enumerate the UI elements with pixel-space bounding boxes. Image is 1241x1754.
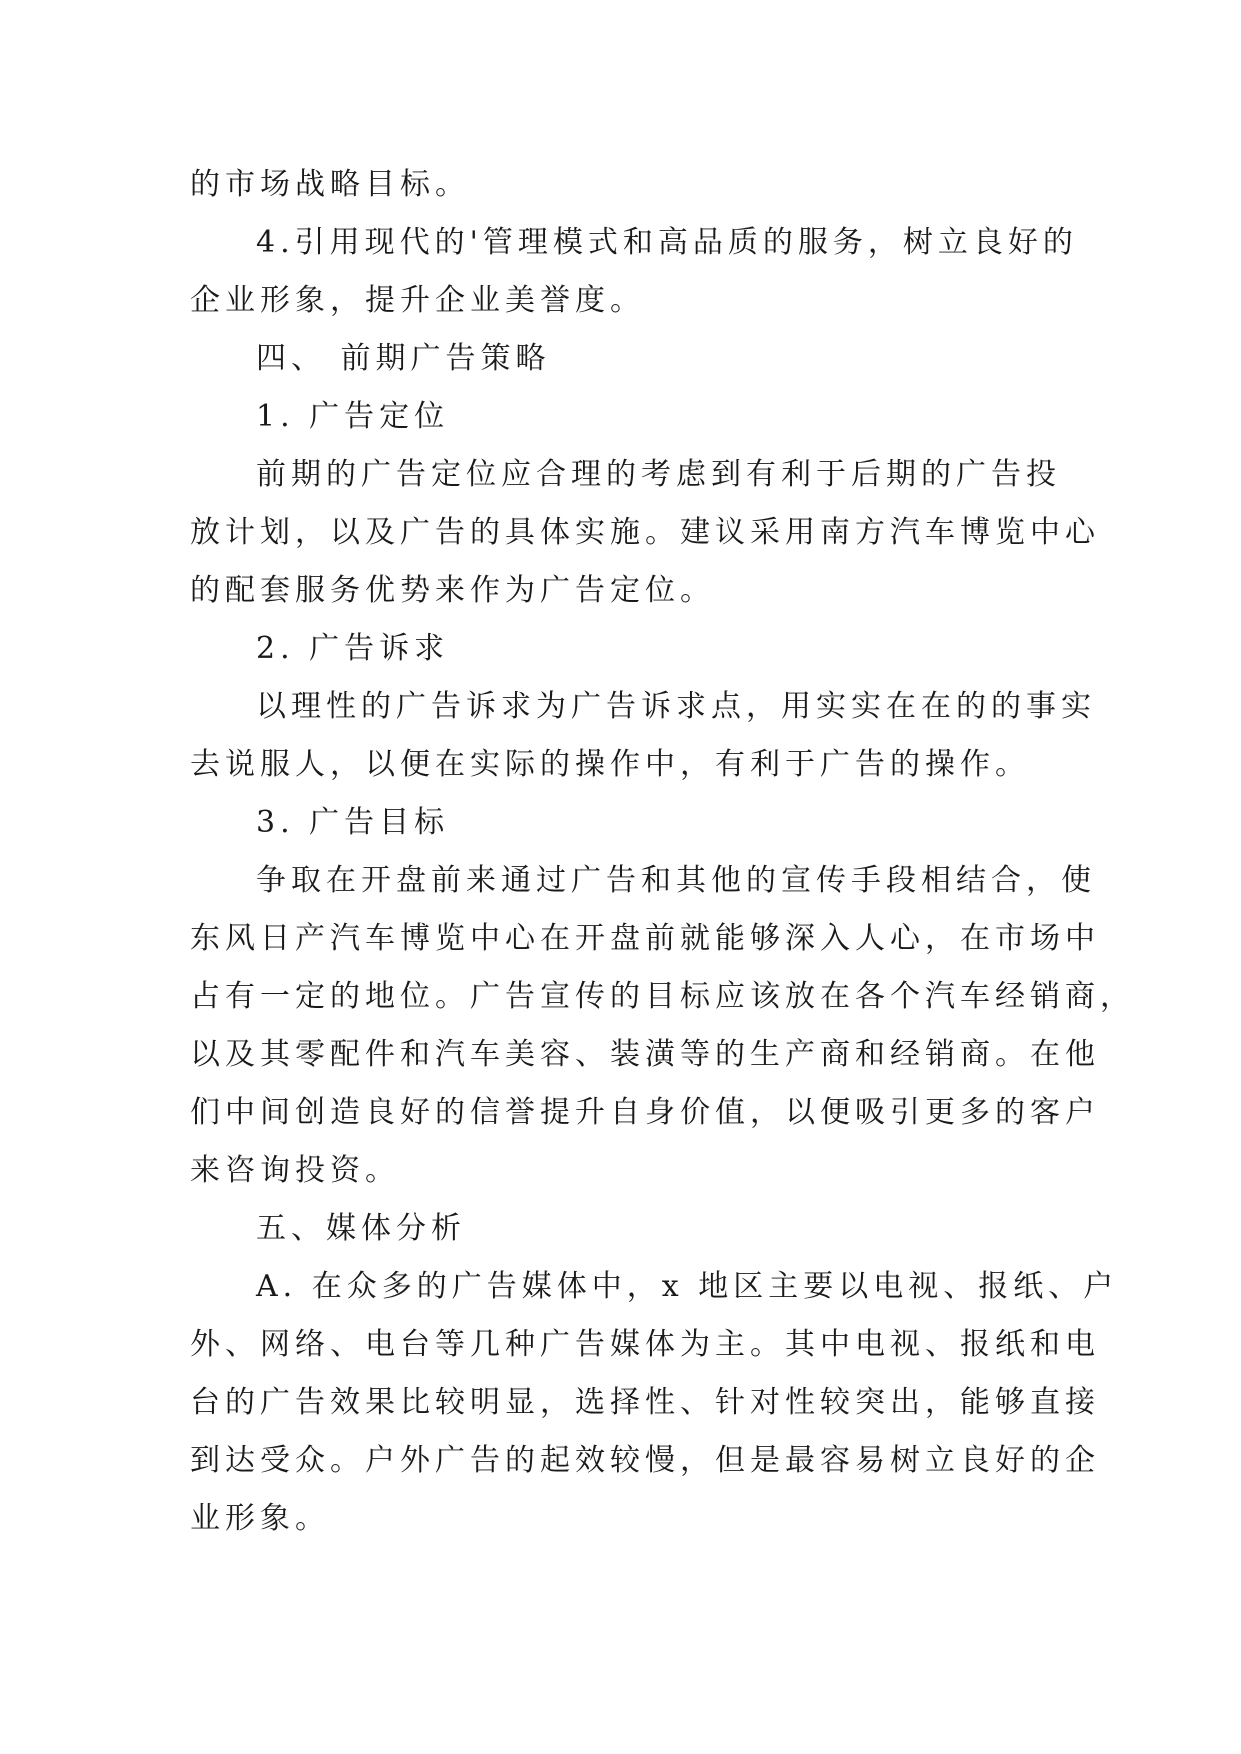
text-line: 以及其零配件和汽车美容、装潢等的生产商和经销商。在他 — [190, 1037, 1100, 1072]
text-line: A. 在众多的广告媒体中，x 地区主要以电视、报纸、户 — [256, 1269, 1119, 1304]
text-line: 占有一定的地位。广告宣传的目标应该放在各个汽车经销商， — [190, 979, 1135, 1014]
text-line: 五、媒体分析 — [256, 1211, 466, 1246]
text-line: 前期的广告定位应合理的考虑到有利于后期的广告投 — [256, 457, 1061, 492]
text-line: 2. 广告诉求 — [256, 631, 450, 666]
text-line: 四、 前期广告策略 — [256, 341, 551, 376]
text-line: 东风日产汽车博览中心在开盘前就能够深入人心，在市场中 — [190, 921, 1100, 956]
text-line: 业形象。 — [190, 1501, 330, 1536]
text-line: 来咨询投资。 — [190, 1153, 400, 1188]
text-line: 外、网络、电台等几种广告媒体为主。其中电视、报纸和电 — [190, 1327, 1100, 1362]
text-line: 的配套服务优势来作为广告定位。 — [190, 573, 715, 608]
text-line: 1. 广告定位 — [256, 399, 450, 434]
text-line: 4.引用现代的'管理模式和高品质的服务，树立良好的 — [256, 225, 1078, 260]
text-line: 争取在开盘前来通过广告和其他的宣传手段相结合，使 — [256, 863, 1096, 898]
text-line: 到达受众。户外广告的起效较慢，但是最容易树立良好的企 — [190, 1443, 1100, 1478]
text-line: 企业形象，提升企业美誉度。 — [190, 283, 645, 318]
text-line: 们中间创造良好的信誉提升自身价值，以便吸引更多的客户 — [190, 1095, 1100, 1130]
text-line: 台的广告效果比较明显，选择性、针对性较突出，能够直接 — [190, 1385, 1100, 1420]
text-line: 放计划，以及广告的具体实施。建议采用南方汽车博览中心 — [190, 515, 1100, 550]
text-line: 的市场战略目标。 — [190, 167, 470, 202]
text-line: 以理性的广告诉求为广告诉求点，用实实在在的的事实 — [256, 689, 1096, 724]
text-line: 3. 广告目标 — [256, 805, 450, 840]
text-line: 去说服人，以便在实际的操作中，有利于广告的操作。 — [190, 747, 1030, 782]
document-page — [190, 156, 1135, 1548]
